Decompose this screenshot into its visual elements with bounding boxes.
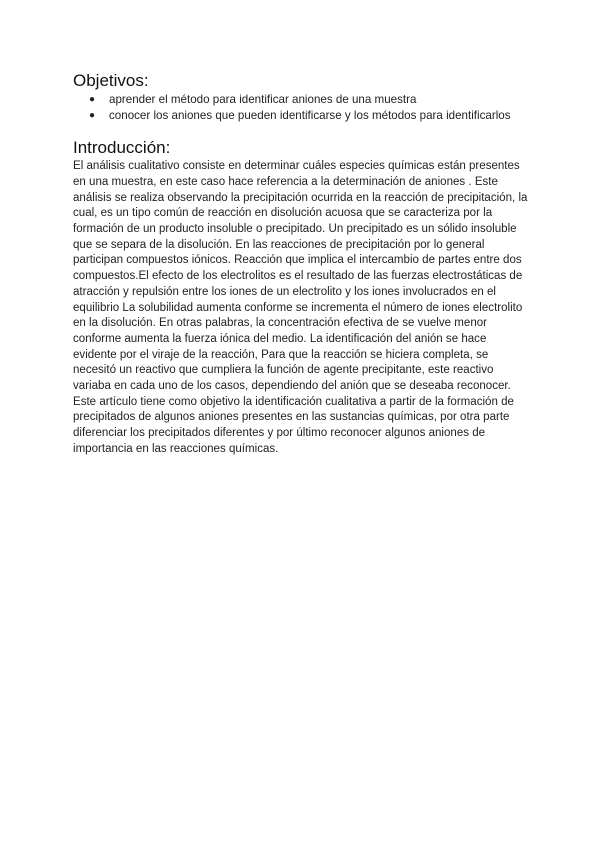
- document-content: [73, 70, 530, 458]
- objectives-heading: Objetivos:: [73, 71, 149, 90]
- objective-text: conocer los aniones que pueden identificarse y los métodos para identificarlos: [109, 108, 511, 122]
- bullet-icon: ●: [89, 109, 96, 121]
- introduction-heading: Introducción:: [73, 138, 171, 158]
- objectives-list: [73, 92, 530, 123]
- list-item: [73, 108, 530, 124]
- bullet-icon: ●: [89, 94, 96, 105]
- objective-text: aprender el método para identificar aniones de una muestra: [109, 93, 417, 106]
- list-item: [73, 92, 530, 108]
- introduction-paragraph: El análisis cualitativo consiste en determinar cuáles especies químicas están presentes en una muestra, en este caso hace referencia a la determinación de aniones . Este análisis se realiza observando la precipitación ocurrida en la reacción de precipitación, la cual, es un tipo común de reacción en disolución acuosa que se caracteriza por la formación de un producto insoluble o precipitado. Un precipitado es un sólido insoluble que se separa de la disolución. En las reacciones de precipitación por lo general participan compuestos iónicos. Reacción que implica el intercambio de partes entre dos compuestos.El efecto de los electrolitos es el resultado de las fuerzas electrostáticas de atracción y repulsión entre los iones de un electrolito y los iones involucrados en el equilibrio La solubilidad aumenta conforme se incrementa el número de iones electrolito en la disolución. En otras palabras, la concentración efectiva de se vuelve menor conforme aumenta la fuerza iónica del medio. La identificación del anión se hace evidente por el viraje de la reacción, Para que la reacción se hiciera completa, se necesitó un reactivo que cumpliera la función de agente precipitante, este reactivo variaba en cada uno de los casos, dependiendo del anión que se deseaba reconocer. Este artículo tiene como objetivo la identificación cualitativa a partir de la formación de precipitados de algunos aniones presentes en las sustancias químicas, por otra parte diferenciar los precipitados diferentes y por último reconocer algunos aniones de importancia en las reacciones químicas.: [73, 160, 528, 455]
